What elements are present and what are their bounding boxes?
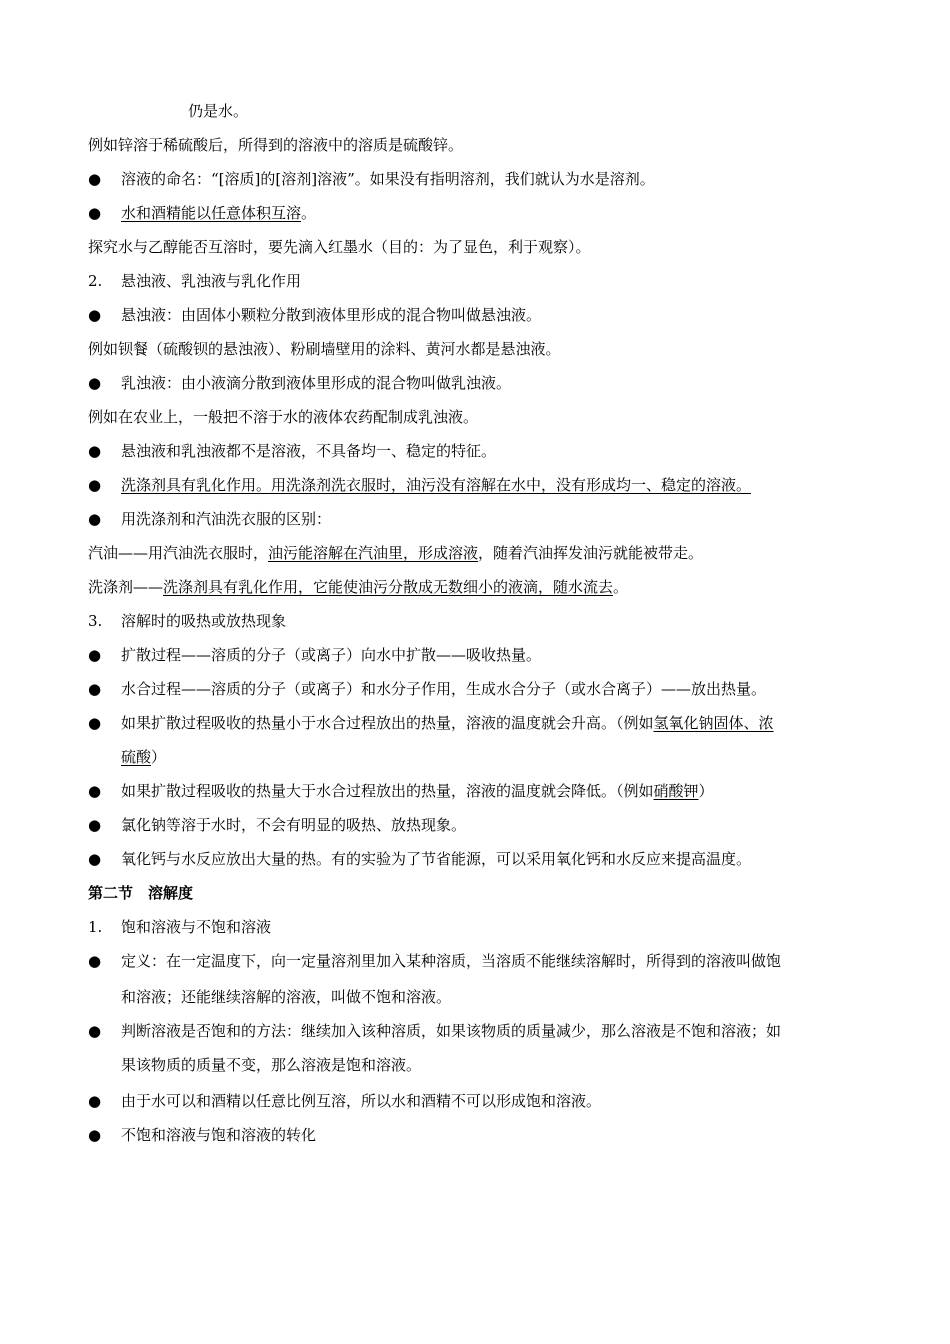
text-fragment: 洗涤剂——: [88, 578, 164, 596]
section-subheading: 饱和溶液与不饱和溶液: [121, 918, 272, 936]
text-line: 例如钡餐（硫酸钡的悬浊液）、粉刷墙壁用的涂料、黄河水都是悬浊液。: [88, 340, 561, 358]
bullet-icon: ●: [88, 952, 102, 970]
section-heading: 第二节 溶解度: [88, 884, 194, 902]
text-line: 仍是水。: [188, 102, 249, 120]
bullet-item: 由于水可以和酒精以任意比例互溶，所以水和酒精不可以形成饱和溶液。: [121, 1092, 602, 1110]
bullet-icon: ●: [88, 204, 102, 222]
bullet-icon: ●: [88, 646, 102, 664]
bullet-icon: ●: [88, 1022, 102, 1040]
text-fragment: 如果扩散过程吸收的热量大于水合过程放出的热量，溶液的温度就会降低。（例如: [121, 782, 654, 800]
text-fragment: 如果扩散过程吸收的热量小于水合过程放出的热量，溶液的温度就会升高。（例如: [121, 714, 654, 732]
bullet-item: 定义：在一定温度下，向一定量溶剂里加入某种溶质，当溶质不能继续溶解时，所得到的溶液叫做饱: [121, 952, 782, 970]
list-number: 2.: [88, 272, 103, 290]
bullet-icon: ●: [88, 170, 102, 188]
bullet-item: 悬浊液：由固体小颗粒分散到液体里形成的混合物叫做悬浊液。: [121, 306, 542, 324]
bullet-item: 不饱和溶液与饱和溶液的转化: [121, 1126, 317, 1144]
bullet-icon: ●: [88, 510, 102, 528]
underlined-text: 洗涤剂具有乳化作用，它能使油污分散成无数细小的液滴，随水流去: [163, 578, 614, 596]
bullet-icon: ●: [88, 680, 102, 698]
text-fragment: 。: [613, 578, 629, 596]
section-subheading: 悬浊液、乳浊液与乳化作用: [121, 272, 302, 290]
bullet-item: [121, 712, 774, 734]
bullet-item: 洗涤剂具有乳化作用。用洗涤剂洗衣服时，油污没有溶解在水中，没有形成均一、稳定的溶液。: [121, 476, 752, 494]
bullet-item-continuation: 和溶液；还能继续溶解的溶液，叫做不饱和溶液。: [121, 988, 452, 1006]
bullet-icon: ●: [88, 374, 102, 392]
bullet-item: 溶液的命名：“[溶质]的[溶剂]溶液”。如果没有指明溶剂，我们就认为水是溶剂。: [121, 170, 655, 188]
text-line: 例如在农业上，一般把不溶于水的液体农药配制成乳浊液。: [88, 408, 479, 426]
bullet-icon: ●: [88, 850, 102, 868]
text-fragment: 。: [301, 204, 317, 222]
underlined-text: 水和酒精能以任意体积互溶: [121, 204, 302, 222]
bullet-icon: ●: [88, 1126, 102, 1144]
underlined-text: 油污能溶解在汽油里，形成溶液: [268, 544, 479, 562]
text-line: 探究水与乙醇能否互溶时，要先滴入红墨水（目的：为了显色，利于观察）。: [88, 238, 591, 256]
bullet-item: 扩散过程——溶质的分子（或离子）向水中扩散——吸收热量。: [121, 646, 542, 664]
text-fragment: 汽油——用汽油洗衣服时，: [88, 544, 269, 562]
bullet-item: [121, 780, 714, 802]
underlined-text: 硫酸: [121, 748, 152, 766]
bullet-icon: ●: [88, 476, 102, 494]
text-line: [88, 576, 628, 598]
text-line: 例如锌溶于稀硫酸后，所得到的溶液中的溶质是硫酸锌。: [88, 136, 464, 154]
text-fragment: ，随着汽油挥发油污就能被带走。: [478, 544, 704, 562]
bullet-item: [121, 202, 316, 224]
bullet-item-continuation: [121, 746, 166, 768]
underlined-text: 氢氧化钠固体、浓: [653, 714, 774, 732]
text-fragment: ）: [151, 748, 167, 766]
bullet-item: 氧化钙与水反应放出大量的热。有的实验为了节省能源，可以采用氧化钙和水反应来提高温度。: [121, 850, 752, 868]
text-fragment: ）: [698, 782, 714, 800]
list-number: 3.: [88, 612, 103, 630]
bullet-item-continuation: 果该物质的质量不变，那么溶液是饱和溶液。: [121, 1056, 422, 1074]
underlined-text: 硝酸钾: [653, 782, 699, 800]
bullet-icon: ●: [88, 782, 102, 800]
bullet-item: 水合过程——溶质的分子（或离子）和水分子作用，生成水合分子（或水合离子）——放出热量。: [121, 680, 767, 698]
bullet-item: 判断溶液是否饱和的方法：继续加入该种溶质，如果该物质的质量减少，那么溶液是不饱和溶液；如: [121, 1022, 782, 1040]
bullet-item: 乳浊液：由小液滴分散到液体里形成的混合物叫做乳浊液。: [121, 374, 512, 392]
text-line: [88, 542, 703, 564]
bullet-icon: ●: [88, 306, 102, 324]
bullet-icon: ●: [88, 714, 102, 732]
list-number: 1.: [88, 918, 103, 936]
bullet-item: 悬浊液和乳浊液都不是溶液，不具备均一、稳定的特征。: [121, 442, 497, 460]
bullet-item: 用洗涤剂和汽油洗衣服的区别：: [121, 510, 332, 528]
bullet-icon: ●: [88, 816, 102, 834]
bullet-icon: ●: [88, 1092, 102, 1110]
section-subheading: 溶解时的吸热或放热现象: [121, 612, 287, 630]
bullet-icon: ●: [88, 442, 102, 460]
bullet-item: 氯化钠等溶于水时，不会有明显的吸热、放热现象。: [121, 816, 467, 834]
